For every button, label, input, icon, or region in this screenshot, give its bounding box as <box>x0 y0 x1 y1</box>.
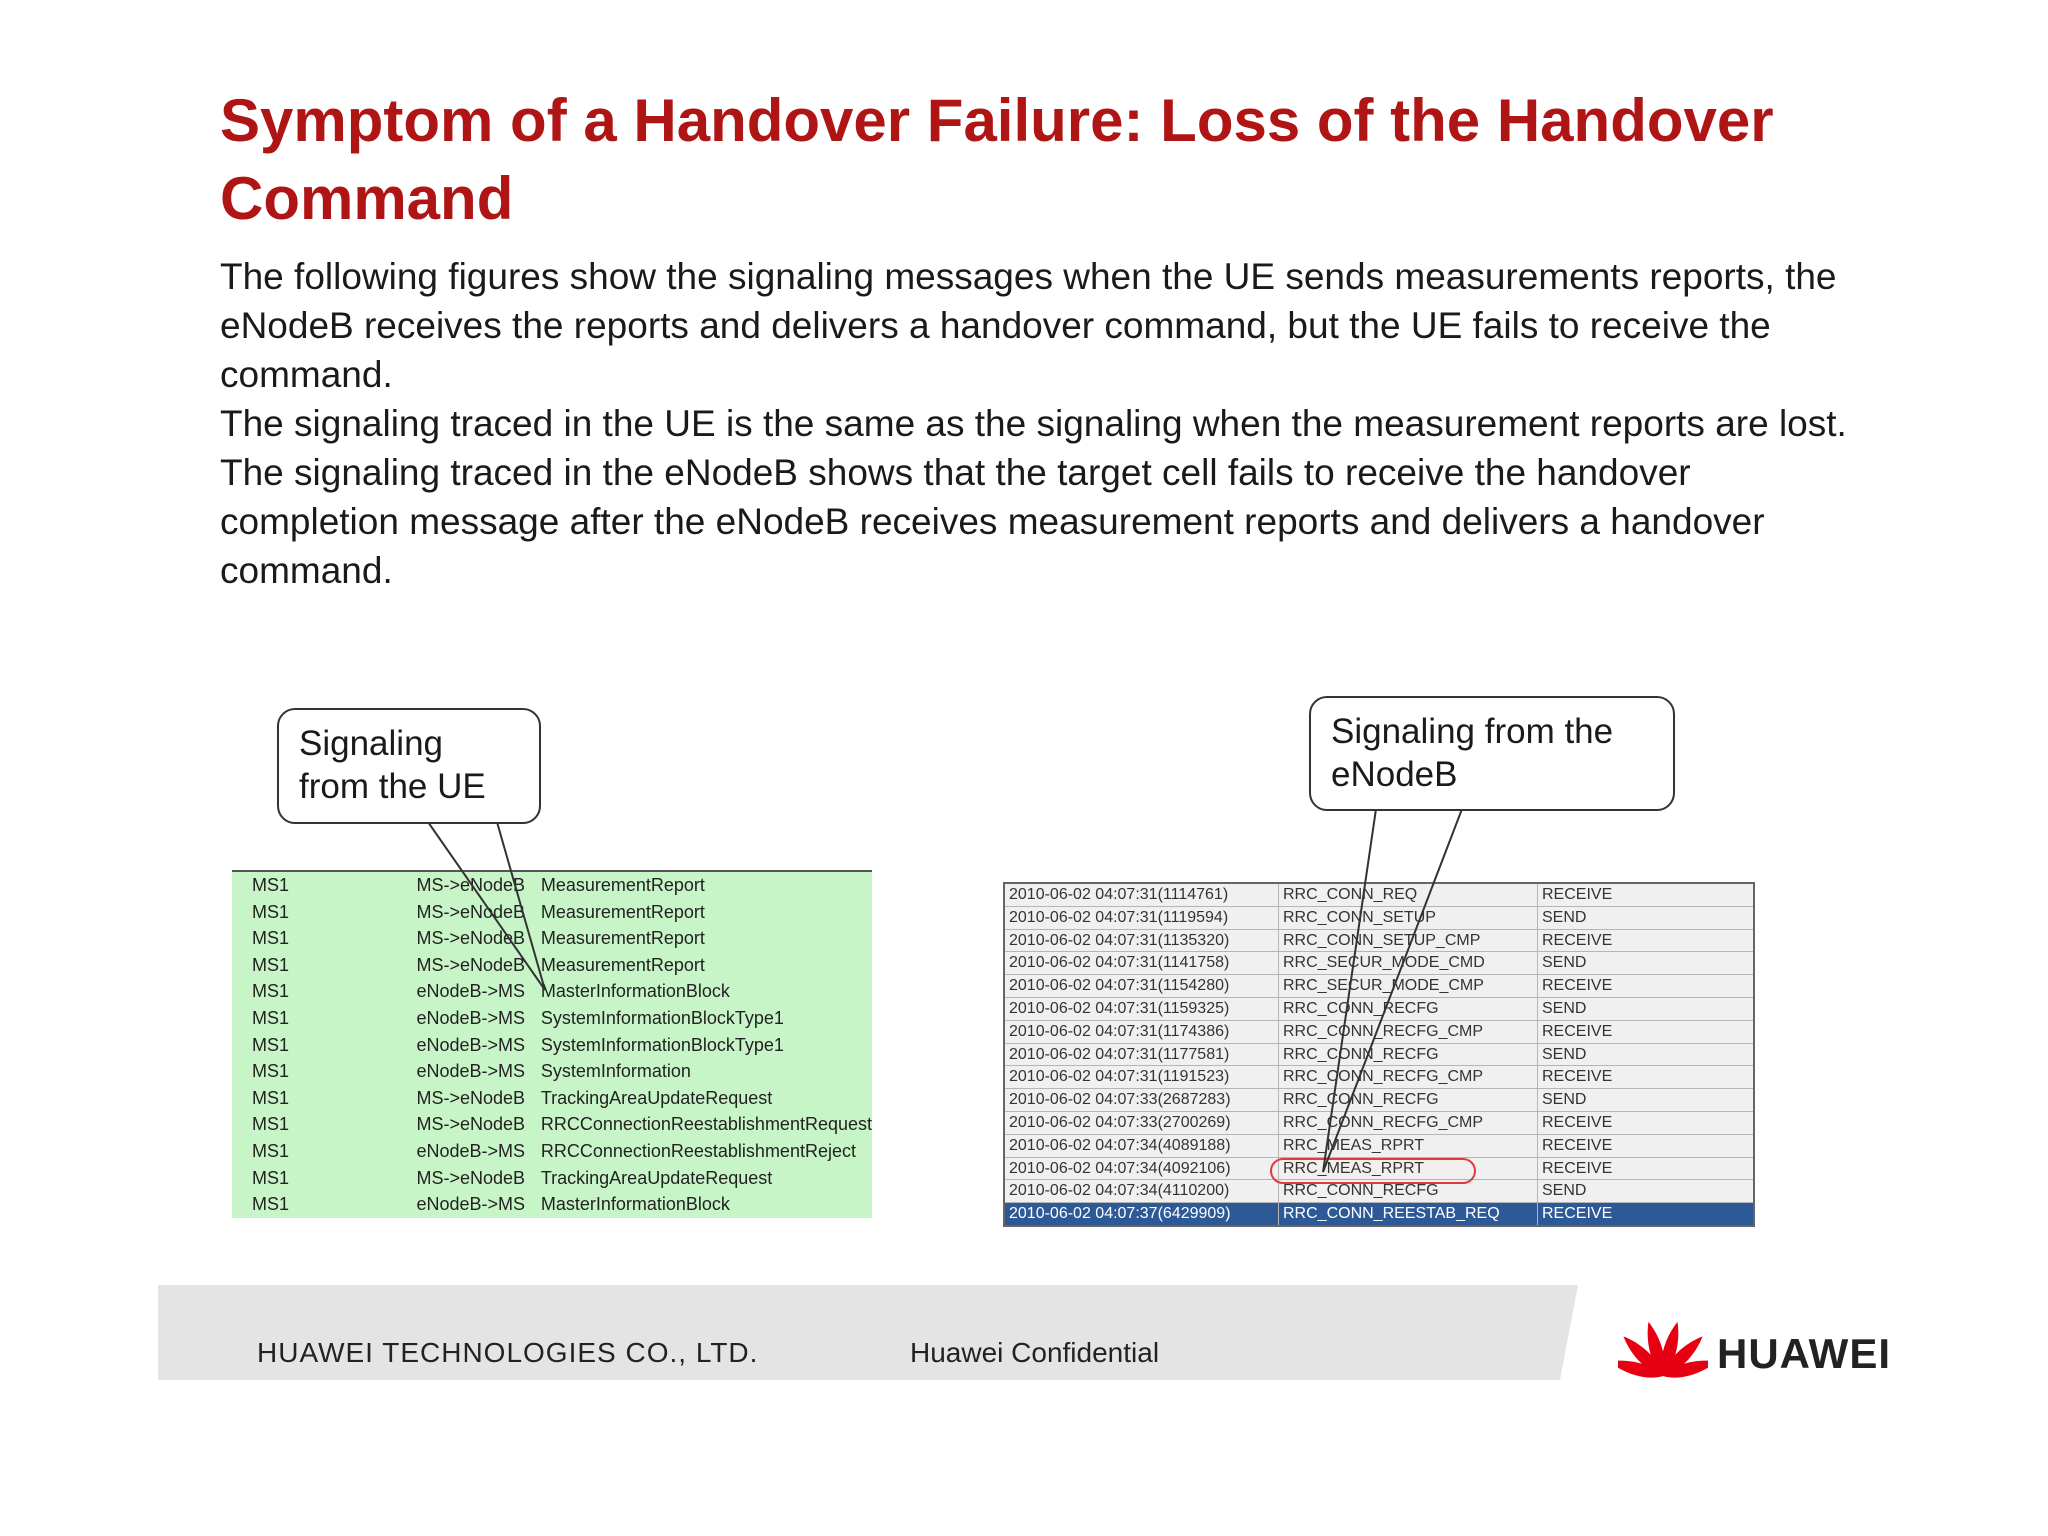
enodeb-signal-direction: RECEIVE <box>1538 1020 1755 1043</box>
ue-signal-row <box>232 1032 872 1059</box>
enodeb-signal-row <box>1004 1020 1754 1043</box>
enodeb-signal-message: RRC_CONN_RECFG <box>1279 1089 1538 1112</box>
footer-company: HUAWEI TECHNOLOGIES CO., LTD. <box>257 1337 759 1368</box>
enodeb-signal-time: 2010-06-02 04:07:31(1119594) <box>1004 906 1279 929</box>
ue-signal-row <box>232 1191 872 1218</box>
enodeb-signal-direction: SEND <box>1538 906 1755 929</box>
ue-signal-message: MeasurementReport <box>540 928 705 949</box>
enodeb-signal-time: 2010-06-02 04:07:31(1114761) <box>1004 883 1279 906</box>
ue-signal-message: SystemInformationBlockType1 <box>540 1007 784 1028</box>
enodeb-signal-direction: RECEIVE <box>1538 1111 1755 1134</box>
enodeb-signal-direction: RECEIVE <box>1538 1134 1755 1157</box>
slide-body <box>220 252 1860 595</box>
enodeb-signal-row <box>1004 1111 1754 1134</box>
enodeb-signal-message: RRC_CONN_REESTAB_REQ <box>1279 1203 1538 1226</box>
enodeb-signal-message: RRC_CONN_RECFG_CMP <box>1279 1066 1538 1089</box>
ue-signal-row <box>232 1165 872 1192</box>
enodeb-signal-message: RRC_SECUR_MODE_CMD <box>1279 952 1538 975</box>
ue-signal-entity: MS1 <box>252 1034 290 1055</box>
enodeb-signal-message: RRC_CONN_RECFG <box>1279 1043 1538 1066</box>
enodeb-signal-time: 2010-06-02 04:07:33(2687283) <box>1004 1089 1279 1112</box>
enodeb-signal-time: 2010-06-02 04:07:31(1174386) <box>1004 1020 1279 1043</box>
ue-signal-message: RRCConnectionReestablishmentRequest <box>540 1114 872 1135</box>
ue-signal-message: MeasurementReport <box>540 901 705 922</box>
ue-callout: Signaling from the UE <box>277 708 541 824</box>
ue-signal-entity: MS1 <box>252 1140 290 1161</box>
enodeb-signal-message: RRC_CONN_RECFG_CMP <box>1279 1111 1538 1134</box>
enodeb-signal-time: 2010-06-02 04:07:31(1135320) <box>1004 929 1279 952</box>
ue-signal-entity: MS1 <box>252 954 290 975</box>
ue-signal-direction: MS->eNodeB <box>416 901 526 922</box>
ue-signal-row <box>232 1111 872 1138</box>
enodeb-signal-time: 2010-06-02 04:07:31(1191523) <box>1004 1066 1279 1089</box>
ue-signal-row <box>232 1005 872 1032</box>
ue-signal-row <box>232 871 872 899</box>
enodeb-signal-time: 2010-06-02 04:07:34(4089188) <box>1004 1134 1279 1157</box>
ue-signal-entity: MS1 <box>252 901 290 922</box>
enodeb-signal-direction: RECEIVE <box>1538 1157 1755 1180</box>
ue-signal-row <box>232 899 872 926</box>
ue-signal-direction: eNodeB->MS <box>416 981 526 1002</box>
paragraph-1: The following figures show the signaling messages when the UE sends measurements reports, the eNodeB receives the reports and delivers a handover command, but the UE fails to receive the command. <box>220 256 1837 395</box>
ue-signal-message: SystemInformationBlockType1 <box>540 1034 784 1055</box>
enodeb-signal-message: RRC_CONN_SETUP <box>1279 906 1538 929</box>
enodeb-signal-row <box>1004 952 1754 975</box>
enodeb-signal-row <box>1004 1043 1754 1066</box>
enodeb-signal-time: 2010-06-02 04:07:37(6429909) <box>1004 1203 1279 1226</box>
enodeb-signal-row <box>1004 1203 1754 1226</box>
ue-signal-direction: MS->eNodeB <box>416 1167 526 1188</box>
ue-signal-direction: eNodeB->MS <box>416 1061 526 1082</box>
enodeb-signal-message: RRC_MEAS_RPRT <box>1279 1134 1538 1157</box>
enodeb-signal-direction: RECEIVE <box>1538 883 1755 906</box>
enodeb-callout: Signaling from the eNodeB <box>1309 696 1675 811</box>
ue-signaling-table <box>232 870 872 1218</box>
enodeb-signal-row <box>1004 929 1754 952</box>
enodeb-signal-message: RRC_MEAS_RPRT <box>1279 1157 1538 1180</box>
enodeb-signal-message: RRC_CONN_RECFG <box>1279 997 1538 1020</box>
enodeb-signal-message: RRC_CONN_SETUP_CMP <box>1279 929 1538 952</box>
ue-signal-row <box>232 1138 872 1165</box>
enodeb-signal-direction: SEND <box>1538 1089 1755 1112</box>
ue-signal-entity: MS1 <box>252 1114 290 1135</box>
ue-signal-message: MasterInformationBlock <box>540 1194 730 1215</box>
enodeb-signal-time: 2010-06-02 04:07:34(4110200) <box>1004 1180 1279 1203</box>
footer-confidential: Huawei Confidential <box>910 1337 1160 1368</box>
slide-title: Symptom of a Handover Failure: Loss of the Handover Command <box>220 87 1774 232</box>
ue-signal-row <box>232 1085 872 1112</box>
highlight-oval <box>1270 1158 1476 1184</box>
ue-signal-entity: MS1 <box>252 1061 290 1082</box>
ue-signal-direction: eNodeB->MS <box>416 1194 526 1215</box>
ue-signal-entity: MS1 <box>252 1167 290 1188</box>
ue-signal-entity: MS1 <box>252 1087 290 1108</box>
paragraph-2: The signaling traced in the UE is the same as the signaling when the measurement reports are lost. The signaling traced in the eNodeB shows that the target cell fails to receive the handover completion message after the eNodeB receives measurement reports and delivers a handover command. <box>220 403 1847 591</box>
enodeb-signal-row <box>1004 1134 1754 1157</box>
enodeb-signal-direction: RECEIVE <box>1538 1066 1755 1089</box>
enodeb-signal-direction: SEND <box>1538 952 1755 975</box>
enodeb-signal-time: 2010-06-02 04:07:31(1141758) <box>1004 952 1279 975</box>
ue-signal-entity: MS1 <box>252 928 290 949</box>
ue-signal-message: TrackingAreaUpdateRequest <box>540 1087 773 1108</box>
ue-signal-row <box>232 1058 872 1085</box>
enodeb-signal-row <box>1004 1066 1754 1089</box>
ue-signal-direction: MS->eNodeB <box>416 1087 526 1108</box>
ue-signal-row <box>232 952 872 979</box>
ue-signal-direction: eNodeB->MS <box>416 1007 526 1028</box>
ue-signal-direction: MS->eNodeB <box>416 875 526 895</box>
enodeb-signal-direction: SEND <box>1538 1043 1755 1066</box>
enodeb-signal-time: 2010-06-02 04:07:31(1159325) <box>1004 997 1279 1020</box>
enodeb-signal-row <box>1004 906 1754 929</box>
ue-signal-message: MasterInformationBlock <box>540 981 730 1002</box>
ue-signal-row <box>232 978 872 1005</box>
ue-signal-message: TrackingAreaUpdateRequest <box>540 1167 773 1188</box>
enodeb-signal-time: 2010-06-02 04:07:34(4092106) <box>1004 1157 1279 1180</box>
ue-signal-message: MeasurementReport <box>540 875 705 895</box>
ue-signal-message: MeasurementReport <box>540 954 705 975</box>
ue-signal-message: RRCConnectionReestablishmentReject <box>540 1140 856 1161</box>
enodeb-signal-row <box>1004 1089 1754 1112</box>
ue-signal-row <box>232 925 872 952</box>
enodeb-signal-row <box>1004 997 1754 1020</box>
enodeb-signal-row <box>1004 883 1754 906</box>
enodeb-signal-time: 2010-06-02 04:07:33(2700269) <box>1004 1111 1279 1134</box>
ue-signal-direction: eNodeB->MS <box>416 1140 526 1161</box>
logo-text: HUAWEI <box>1717 1330 1891 1377</box>
enodeb-signal-message: RRC_CONN_REQ <box>1279 883 1538 906</box>
ue-signal-direction: eNodeB->MS <box>416 1034 526 1055</box>
ue-signal-entity: MS1 <box>252 981 290 1002</box>
enodeb-signal-message: RRC_SECUR_MODE_CMP <box>1279 975 1538 998</box>
enodeb-signal-direction: RECEIVE <box>1538 1203 1755 1226</box>
enodeb-signal-message: RRC_CONN_RECFG_CMP <box>1279 1020 1538 1043</box>
enodeb-signal-direction: SEND <box>1538 997 1755 1020</box>
ue-signal-entity: MS1 <box>252 875 290 895</box>
ue-signal-direction: MS->eNodeB <box>416 954 526 975</box>
enodeb-signal-direction: RECEIVE <box>1538 975 1755 998</box>
ue-signal-direction: MS->eNodeB <box>416 1114 526 1135</box>
enodeb-signal-direction: RECEIVE <box>1538 929 1755 952</box>
enodeb-signal-message: RRC_CONN_RECFG <box>1279 1180 1538 1203</box>
enodeb-signal-row <box>1004 975 1754 998</box>
ue-signal-message: SystemInformation <box>540 1061 691 1082</box>
ue-signal-entity: MS1 <box>252 1007 290 1028</box>
huawei-logo-icon <box>1618 1316 1708 1378</box>
enodeb-signal-time: 2010-06-02 04:07:31(1177581) <box>1004 1043 1279 1066</box>
enodeb-signal-direction: SEND <box>1538 1180 1755 1203</box>
enodeb-signal-time: 2010-06-02 04:07:31(1154280) <box>1004 975 1279 998</box>
ue-signal-entity: MS1 <box>252 1194 290 1215</box>
ue-signal-direction: MS->eNodeB <box>416 928 526 949</box>
